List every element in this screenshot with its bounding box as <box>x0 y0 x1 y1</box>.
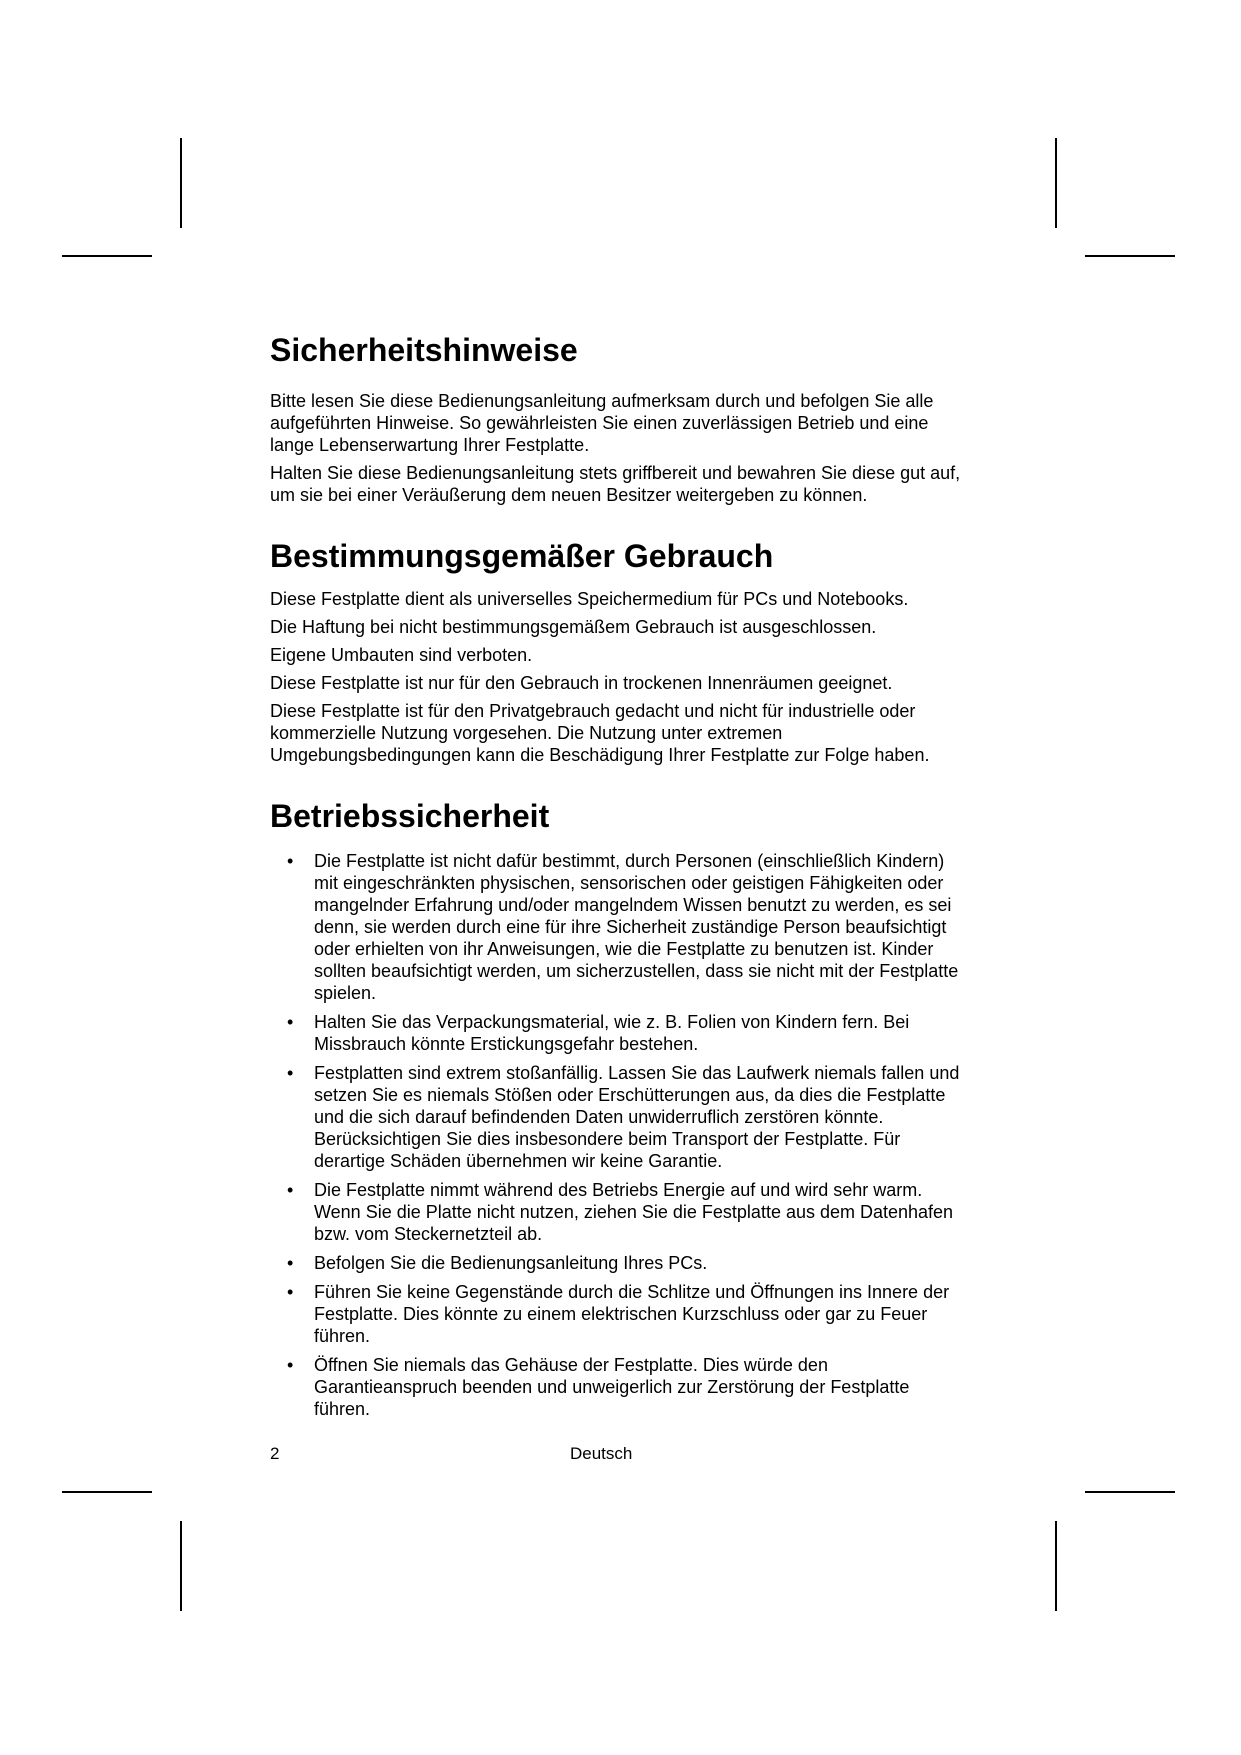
bullet-icon: • <box>287 1012 294 1032</box>
paragraph: Eigene Umbauten sind verboten. <box>270 645 533 665</box>
paragraph: Diese Festplatte ist nur für den Gebrauch in trockenen Innenräumen geeignet. <box>270 673 893 693</box>
page-number: 2 <box>270 1444 280 1463</box>
list-item <box>270 850 970 1004</box>
crop-mark-top-left-vertical <box>180 138 182 228</box>
bullet-icon: • <box>287 851 294 871</box>
list-item-text: Halten Sie das Verpackungsmaterial, wie z. B. Folien von Kindern fern. Bei Missbrauch könnte Erstickungsgefahr bestehen. <box>314 1012 910 1054</box>
paragraph: Halten Sie diese Bedienungsanleitung stets griffbereit und bewahren Sie diese gut auf, um sie bei einer Veräußerung dem neuen Besitzer weitergeben zu können. <box>270 463 961 505</box>
section-sicherheitshinweise <box>270 330 970 506</box>
list-item <box>270 1281 970 1347</box>
crop-mark-bottom-right-horizontal <box>1085 1491 1175 1493</box>
list-item-text: Führen Sie keine Gegenstände durch die Schlitze und Öffnungen ins Innere der Festplatte. Dies könnte zu einem elektrischen Kurzschluss oder gar zu Feuer führen. <box>314 1282 950 1346</box>
bullet-icon: • <box>287 1253 294 1273</box>
section-title: Betriebssicherheit <box>270 798 550 834</box>
list-item-text: Festplatten sind extrem stoßanfällig. Lassen Sie das Laufwerk niemals fallen und setzen Sie es niemals Stößen oder Erschütterungen aus, da dies die Festplatte und die sich darauf befindenden Daten unwiderruflich zerstören könnte. Berücksichtigen Sie dies insbesondere beim Transport der Festplatte. Für derartige Schäden übernehmen wir keine Garantie. <box>314 1063 960 1171</box>
crop-mark-top-right-vertical <box>1055 138 1057 228</box>
section-title: Sicherheitshinweise <box>270 332 578 368</box>
page-content <box>270 330 970 1427</box>
list-item <box>270 1011 970 1055</box>
list-item-text: Öffnen Sie niemals das Gehäuse der Festplatte. Dies würde den Garantieanspruch beenden und unweigerlich zur Zerstörung der Festplatte führen. <box>314 1355 910 1419</box>
crop-mark-top-right-horizontal <box>1085 255 1175 257</box>
section-bestimmungsgemaesser-gebrauch <box>270 536 970 766</box>
paragraph: Bitte lesen Sie diese Bedienungsanleitung aufmerksam durch und befolgen Sie alle aufgeführten Hinweise. So gewährleisten Sie einen zuverlässigen Betrieb und eine lange Lebenserwartung Ihrer Festplatte. <box>270 391 934 455</box>
list-item <box>270 1354 970 1420</box>
list-item-text: Die Festplatte nimmt während des Betriebs Energie auf und wird sehr warm. Wenn Sie die Platte nicht nutzen, ziehen Sie die Festplatte aus dem Datenhafen bzw. vom Steckernetzteil ab. <box>314 1180 954 1244</box>
list-item <box>270 1252 970 1274</box>
footer-language: Deutsch <box>570 1444 633 1463</box>
paragraph: Die Haftung bei nicht bestimmungsgemäßem Gebrauch ist ausgeschlossen. <box>270 617 877 637</box>
list-item-text: Die Festplatte ist nicht dafür bestimmt, durch Personen (einschließlich Kindern) mit eingeschränkten physischen, sensorischen oder geistigen Fähigkeiten oder mangelnder Erfahrung und/oder mangelndem Wissen benutzt zu werden, es sei denn, sie werden durch eine für ihre Sicherheit zuständige Person beaufsichtigt oder erhielten von ihr Anweisungen, wie die Festplatte zu benutzen ist. Kinder sollten beaufsichtigt werden, um sicherzustellen, dass sie nicht mit der Festplatte spielen. <box>314 851 959 1003</box>
bullet-icon: • <box>287 1180 294 1200</box>
crop-mark-top-left-horizontal <box>62 255 152 257</box>
crop-mark-bottom-left-horizontal <box>62 1491 152 1493</box>
list-item <box>270 1179 970 1245</box>
list-item-text: Befolgen Sie die Bedienungsanleitung Ihres PCs. <box>314 1253 708 1273</box>
bullet-icon: • <box>287 1355 294 1375</box>
bullet-list <box>270 850 970 1420</box>
bullet-icon: • <box>287 1063 294 1083</box>
paragraph: Diese Festplatte dient als universelles Speichermedium für PCs und Notebooks. <box>270 589 909 609</box>
crop-mark-bottom-left-vertical <box>180 1521 182 1611</box>
section-title: Bestimmungsgemäßer Gebrauch <box>270 538 774 574</box>
list-item <box>270 1062 970 1172</box>
bullet-icon: • <box>287 1282 294 1302</box>
section-betriebssicherheit <box>270 796 970 1420</box>
crop-mark-bottom-right-vertical <box>1055 1521 1057 1611</box>
paragraph: Diese Festplatte ist für den Privatgebrauch gedacht und nicht für industrielle oder kommerzielle Nutzung vorgesehen. Die Nutzung unter extremen Umgebungsbedingungen kann die Beschädigung Ihrer Festplatte zur Folge haben. <box>270 701 930 765</box>
